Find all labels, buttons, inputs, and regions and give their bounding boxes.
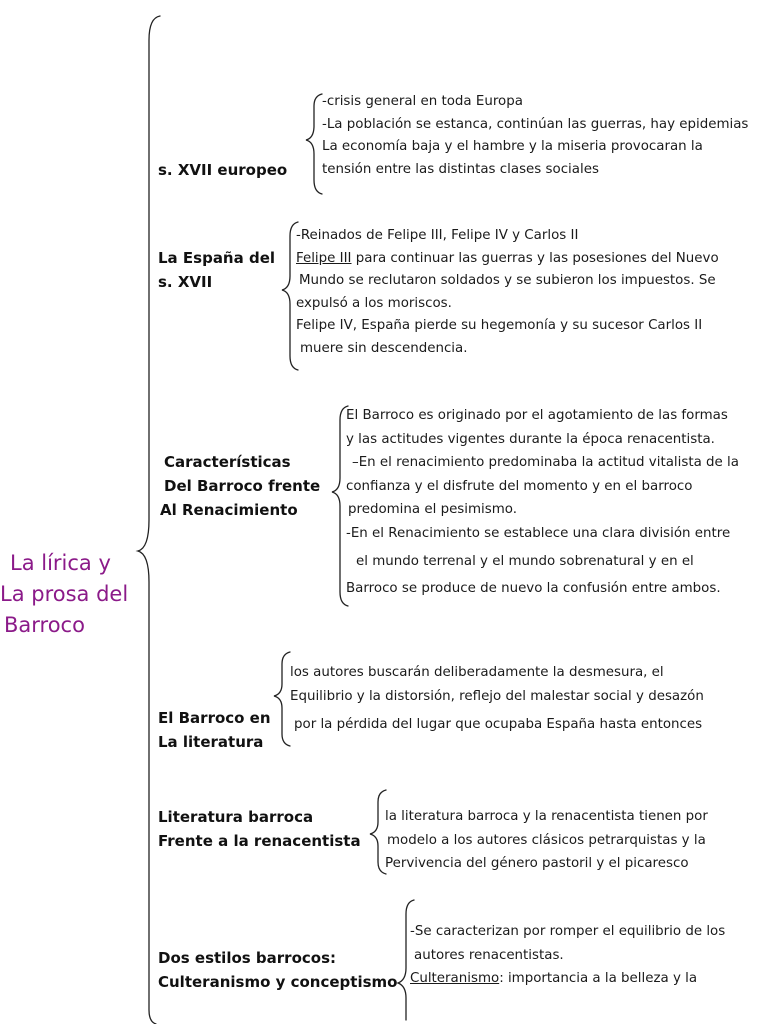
text-line: Mundo se reclutaron soldados y se subieron los impuestos. Se	[299, 273, 716, 288]
title-line-2: La prosa del	[0, 582, 129, 606]
section-heading-s5	[158, 805, 361, 853]
text-line: -La población se estanca, continúan las guerras, hay epidemias	[322, 116, 749, 132]
text-line: tensión entre las distintas clases sociales	[322, 161, 599, 177]
text-line: modelo a los autores clásicos petrarquistas y la	[387, 832, 706, 848]
page-title	[0, 548, 150, 641]
heading-line: Frente a la renacentista	[158, 832, 361, 850]
brace-s1	[306, 94, 322, 194]
text-line: –En el renacimiento predominaba la actitud vitalista de la	[352, 455, 739, 471]
section-heading-s4	[158, 706, 271, 754]
text-line-rest: : importancia a la belleza y la	[499, 971, 698, 986]
text-line: por la pérdida del lugar que ocupaba España hasta entonces	[294, 717, 703, 732]
heading-line: Del Barroco frente	[164, 477, 321, 495]
brace-s5	[370, 790, 386, 874]
section-text-s5	[385, 805, 708, 876]
section-heading-s2	[158, 246, 275, 294]
heading-line: El Barroco en	[158, 709, 271, 727]
text-line: -En el Renacimiento se establece una clara división entre	[346, 525, 731, 541]
text-line: Felipe IV, España pierde su hegemonía y su sucesor Carlos II	[296, 318, 703, 333]
text-line: y las actitudes vigentes durante la época renacentista.	[346, 431, 715, 447]
text-line	[410, 967, 725, 991]
text-line: la literatura barroca y la renacentista tienen por	[385, 809, 708, 824]
text-line: -Se caracterizan por romper el equilibrio de los	[410, 924, 726, 939]
underlined-term: Culteranismo	[410, 971, 500, 986]
heading-line: La España del	[158, 249, 276, 267]
section-text-s4	[290, 661, 704, 737]
heading-line: Al Renacimiento	[160, 501, 298, 519]
section-text-s2	[296, 225, 719, 360]
text-line-rest: para continuar las guerras y las posesiones del Nuevo	[351, 250, 719, 266]
text-line: muere sin descendencia.	[300, 340, 468, 356]
heading-line: Características	[164, 453, 291, 471]
section-text-s6	[410, 920, 725, 991]
heading-line: Culteranismo y conceptismo	[158, 973, 398, 991]
title-line-3: Barroco	[4, 613, 85, 637]
title-line-1: La lírica y	[10, 551, 111, 575]
text-line: La economía baja y el hambre y la miseria provocaran la	[322, 139, 703, 154]
text-line: Barroco se produce de nuevo la confusión entre ambos.	[346, 581, 721, 597]
heading-line: Literatura barroca	[158, 808, 314, 826]
heading-line: La literatura	[158, 733, 264, 751]
heading-line: s. XVII	[158, 273, 213, 291]
text-line: El Barroco es originado por el agotamiento de las formas	[346, 408, 728, 423]
heading-line: s. XVII europeo	[158, 161, 288, 179]
text-line: -Reinados de Felipe III, Felipe IV y Carlos II	[296, 228, 579, 243]
text-line: el mundo terrenal y el mundo sobrenatural y en el	[356, 553, 694, 569]
heading-line: Dos estilos barrocos:	[158, 949, 337, 967]
section-heading-s6	[158, 946, 397, 994]
text-line: autores renacentistas.	[414, 947, 564, 963]
brace-s4	[274, 652, 290, 746]
text-line: predomina el pesimismo.	[348, 502, 518, 518]
text-line: los autores buscarán deliberadamente la desmesura, el	[290, 665, 664, 680]
text-line: expulsó a los moriscos.	[296, 295, 452, 311]
text-line	[296, 248, 719, 271]
underlined-name: Felipe III	[296, 250, 352, 266]
main-brace	[138, 16, 160, 1024]
section-text-s3	[346, 404, 739, 601]
text-line: Equilibrio y la distorsión, reflejo del malestar social y desazón	[290, 689, 704, 704]
section-text-s1	[322, 91, 748, 181]
section-heading-s1	[158, 158, 287, 182]
text-line: confianza y el disfrute del momento y en el barroco	[346, 478, 693, 494]
text-line: Pervivencia del género pastoril y el picaresco	[385, 856, 689, 871]
text-line: -crisis general en toda Europa	[322, 94, 523, 109]
section-heading-s3	[160, 450, 320, 522]
